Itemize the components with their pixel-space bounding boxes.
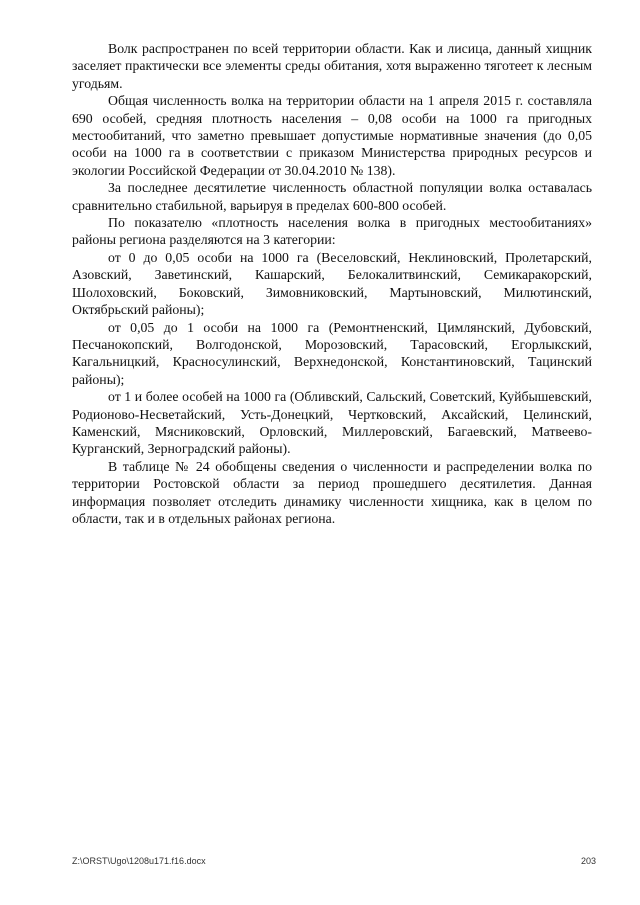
paragraph-density-categories-intro: По показателю «плотность населения волка в пригодных местообитаниях» районы региона разделяются на 3 категории: [72,215,592,248]
paragraph-category-medium: от 0,05 до 1 особи на 1000 га (Ремонтненский, Цимлянский, Дубовский, Песчанокопский, Волгодонской, Морозовский, Тарасовский, Егорлыкский, Кагальницкий, Красносулинский, Верхнедонской, Константиновский, Тацинский районы); [72,319,592,387]
footer-file-path: Z:\ORST\Ugo\1208u171.f16.docx [72,856,206,866]
footer-page-number: 203 [580,856,596,866]
paragraph-category-high: от 1 и более особей на 1000 га (Обливский, Сальский, Советский, Куйбышевский, Родионово-Несветайский, Усть-Донецкий, Чертковский, Аксайский, Целинский, Каменский, Мясниковский, Орловский, Миллеровский, Багаевский, Матвеево-Курганский, Зерноградский районы). [72,389,592,457]
page-footer [72,856,596,866]
paragraph-decade-stability: За последнее десятилетие численность областной популяции волка оставалась сравнительно стабильной, варьируя в пределах 600-800 особей. [72,180,592,213]
document-body [72,40,592,527]
paragraph-wolf-distribution: Волк распространен по всей территории области. Как и лисица, данный хищник заселяет практически все элементы среды обитания, хотя выраженно тяготеет к лесным угодьям. [72,41,592,91]
paragraph-wolf-population-2015: Общая численность волка на территории области на 1 апреля 2015 г. составляла 690 особей, средняя плотность населения – 0,08 особи на 1000 га пригодных местообитаний, что заметно превышает допустимые нормативные значения (до 0,05 особи на 1000 га в соответствии с приказом Министерства природных ресурсов и экологии Российской Федерации от 30.04.2010 № 138). [72,93,592,178]
paragraph-table-reference: В таблице № 24 обобщены сведения о численности и распределении волка по территории Ростовской области за период прошедшего десятилетия. Данная информация позволяет отследить динамику численности хищника, как в целом по области, так и в отдельных районах региона. [72,458,592,526]
paragraph-category-low: от 0 до 0,05 особи на 1000 га (Веселовский, Неклиновский, Пролетарский, Азовский, Заветинский, Кашарский, Белокалитвинский, Семикаракорский, Шолоховский, Боковский, Зимовниковский, Мартыновский, Милютинский, Октябрьский районы); [72,249,592,318]
